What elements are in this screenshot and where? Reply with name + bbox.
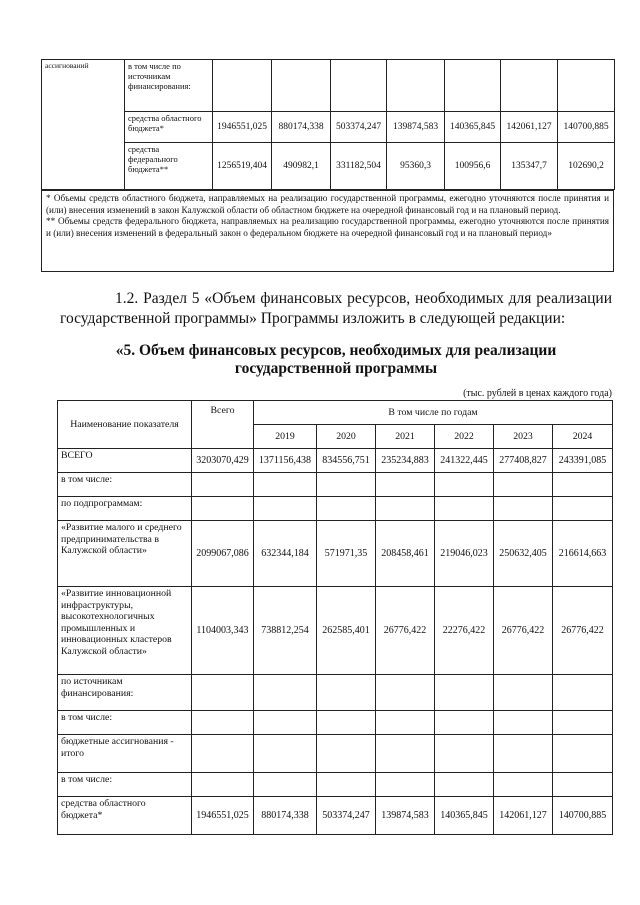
- table-cell: 140365,845: [435, 797, 494, 835]
- table-cell: [501, 60, 558, 112]
- table-cell: 880174,338: [254, 797, 317, 835]
- row-sublabel: в том числе по источникам финансирования:: [125, 60, 213, 112]
- section-title-line: «5. Объем финансовых ресурсов, необходимых для реализации: [115, 342, 557, 359]
- header-indicator-name: Наименование показателя: [58, 401, 192, 449]
- row-total: 3203070,429: [192, 449, 254, 473]
- table-cell: 219046,023: [435, 521, 494, 587]
- table-cell: [254, 773, 317, 797]
- table-cell: 139874,583: [387, 112, 445, 143]
- table-cell: 140700,885: [558, 112, 615, 143]
- row-total: 1946551,025: [192, 797, 254, 835]
- table-cell: 503374,247: [331, 112, 387, 143]
- table-cell: [494, 711, 553, 735]
- table-row: [58, 521, 613, 587]
- table-cell: 250632,405: [494, 521, 553, 587]
- table-cell: 142061,127: [494, 797, 553, 835]
- table-cell: [213, 60, 272, 112]
- table-row: [58, 797, 613, 835]
- table-cell: [254, 675, 317, 711]
- table-cell: [376, 773, 435, 797]
- header-years-group: В том числе по годам: [254, 401, 613, 425]
- table-cell: 26776,422: [553, 587, 613, 675]
- table-cell: [494, 675, 553, 711]
- table-cell: 139874,583: [376, 797, 435, 835]
- table-cell: [376, 735, 435, 773]
- table-cell: 738812,254: [254, 587, 317, 675]
- table-cell: [435, 497, 494, 521]
- row-total: [192, 735, 254, 773]
- table-cell: 571971,35: [317, 521, 376, 587]
- table-cell: 22276,422: [435, 587, 494, 675]
- table-cell: 26776,422: [376, 587, 435, 675]
- header-year: 2023: [494, 425, 553, 449]
- table-cell: [317, 735, 376, 773]
- table-cell: 208458,461: [376, 521, 435, 587]
- table-cell: [553, 773, 613, 797]
- table-cell: [494, 473, 553, 497]
- table-cell: 140365,845: [445, 112, 501, 143]
- row-name: по источникам финансирования:: [58, 675, 192, 711]
- footnotes-box: [41, 190, 614, 272]
- table-cell: [254, 711, 317, 735]
- row-name: «Развитие инновационной инфраструктуры, высокотехнологичных промышленных и инновационных кластеров Калужской области»: [58, 587, 192, 675]
- row-total: [192, 675, 254, 711]
- row-name: в том числе:: [58, 711, 192, 735]
- header-row: [58, 401, 613, 425]
- footnote-regional: * Объемы средств областного бюджета, направляемых на реализацию государственной программы, ежегодно уточняются после принятия и (или) внесения изменений в закон Калужской области об областном бюджете на очередной финансовый год и на плановый период.: [46, 193, 609, 215]
- row-total: [192, 473, 254, 497]
- table-cell: [553, 497, 613, 521]
- row-sublabel: средства федерального бюджета**: [125, 143, 213, 190]
- table-cell: [317, 497, 376, 521]
- table-cell: [317, 675, 376, 711]
- table-cell: [376, 711, 435, 735]
- table-row: [58, 473, 613, 497]
- table-cell: 880174,338: [272, 112, 331, 143]
- table-cell: 632344,184: [254, 521, 317, 587]
- table-cell: 241322,445: [435, 449, 494, 473]
- table-row: [58, 773, 613, 797]
- row-sublabel: средства областного бюджета*: [125, 112, 213, 143]
- amendment-paragraph: 1.2. Раздел 5 «Объем финансовых ресурсов, необходимых для реализации государственной программы» Программы изложить в следующей редакции:: [60, 290, 612, 327]
- table-cell: [331, 60, 387, 112]
- table-cell: [553, 711, 613, 735]
- row-name: в том числе:: [58, 473, 192, 497]
- table-cell: [435, 675, 494, 711]
- table-row: [58, 675, 613, 711]
- table-cell: [553, 735, 613, 773]
- table-cell: [317, 711, 376, 735]
- table-cell: [435, 473, 494, 497]
- table-cell: 100956,6: [445, 143, 501, 190]
- row-total: [192, 711, 254, 735]
- table-row: [58, 735, 613, 773]
- table-row: [58, 587, 613, 675]
- table-cell: [435, 773, 494, 797]
- table-cell: 1946551,025: [213, 112, 272, 143]
- table-cell: [272, 60, 331, 112]
- table-cell: [317, 773, 376, 797]
- row-name: ВСЕГО: [58, 449, 192, 473]
- footnote-federal: ** Объемы средств федерального бюджета, направляемых на реализацию государственной программы, ежегодно уточняются после принятия и (или) внесения изменений в федеральный закон о федеральном бюджете на очередной финансовый год и на плановый период»: [46, 216, 609, 238]
- table-cell: 243391,085: [553, 449, 613, 473]
- table-row: [58, 711, 613, 735]
- table-cell: 262585,401: [317, 587, 376, 675]
- table-cell: 95360,3: [387, 143, 445, 190]
- table-cell: [553, 473, 613, 497]
- header-year: 2021: [376, 425, 435, 449]
- header-year: 2022: [435, 425, 494, 449]
- table-cell: 142061,127: [501, 112, 558, 143]
- header-total: Всего: [192, 401, 254, 449]
- table-cell: [553, 675, 613, 711]
- table-cell: 102690,2: [558, 143, 615, 190]
- table-cell: 834556,751: [317, 449, 376, 473]
- table-cell: 235234,883: [376, 449, 435, 473]
- table-cell: [254, 497, 317, 521]
- table-cell: [435, 711, 494, 735]
- header-year: 2024: [553, 425, 613, 449]
- row-name: в том числе:: [58, 773, 192, 797]
- section-title: [60, 342, 612, 378]
- units-note: (тыс. рублей в ценах каждого года): [463, 388, 612, 399]
- header-year: 2019: [254, 425, 317, 449]
- finance-resources-table: [57, 400, 613, 835]
- top-finance-table: [41, 59, 615, 190]
- row-name: «Развитие малого и среднего предпринимательства в Калужской области»: [58, 521, 192, 587]
- header-year: 2020: [317, 425, 376, 449]
- table-row: [58, 449, 613, 473]
- table-cell: [317, 473, 376, 497]
- table-cell: 277408,827: [494, 449, 553, 473]
- row-label: ассигнований: [42, 60, 125, 190]
- table-cell: [254, 735, 317, 773]
- table-cell: [494, 497, 553, 521]
- table-row: [42, 143, 615, 190]
- row-total: [192, 773, 254, 797]
- table-cell: [558, 60, 615, 112]
- table-row: [58, 497, 613, 521]
- table-cell: [376, 473, 435, 497]
- table-cell: 490982,1: [272, 143, 331, 190]
- row-total: [192, 497, 254, 521]
- row-name: по подпрограммам:: [58, 497, 192, 521]
- table-cell: [387, 60, 445, 112]
- table-cell: [435, 735, 494, 773]
- table-cell: [494, 735, 553, 773]
- table-cell: 331182,504: [331, 143, 387, 190]
- row-name: средства областного бюджета*: [58, 797, 192, 835]
- row-total: 1104003,343: [192, 587, 254, 675]
- table-cell: [254, 473, 317, 497]
- table-cell: [445, 60, 501, 112]
- table-cell: 26776,422: [494, 587, 553, 675]
- table-cell: 503374,247: [317, 797, 376, 835]
- table-row: [42, 112, 615, 143]
- table-cell: 216614,663: [553, 521, 613, 587]
- table-cell: 1256519,404: [213, 143, 272, 190]
- section-title-line: государственной программы: [234, 360, 438, 377]
- table-cell: [376, 675, 435, 711]
- table-cell: 140700,885: [553, 797, 613, 835]
- table-cell: [494, 773, 553, 797]
- table-row: [42, 60, 615, 112]
- table-cell: 1371156,438: [254, 449, 317, 473]
- table-cell: 135347,7: [501, 143, 558, 190]
- row-total: 2099067,086: [192, 521, 254, 587]
- row-name: бюджетные ассигнования - итого: [58, 735, 192, 773]
- table-cell: [376, 497, 435, 521]
